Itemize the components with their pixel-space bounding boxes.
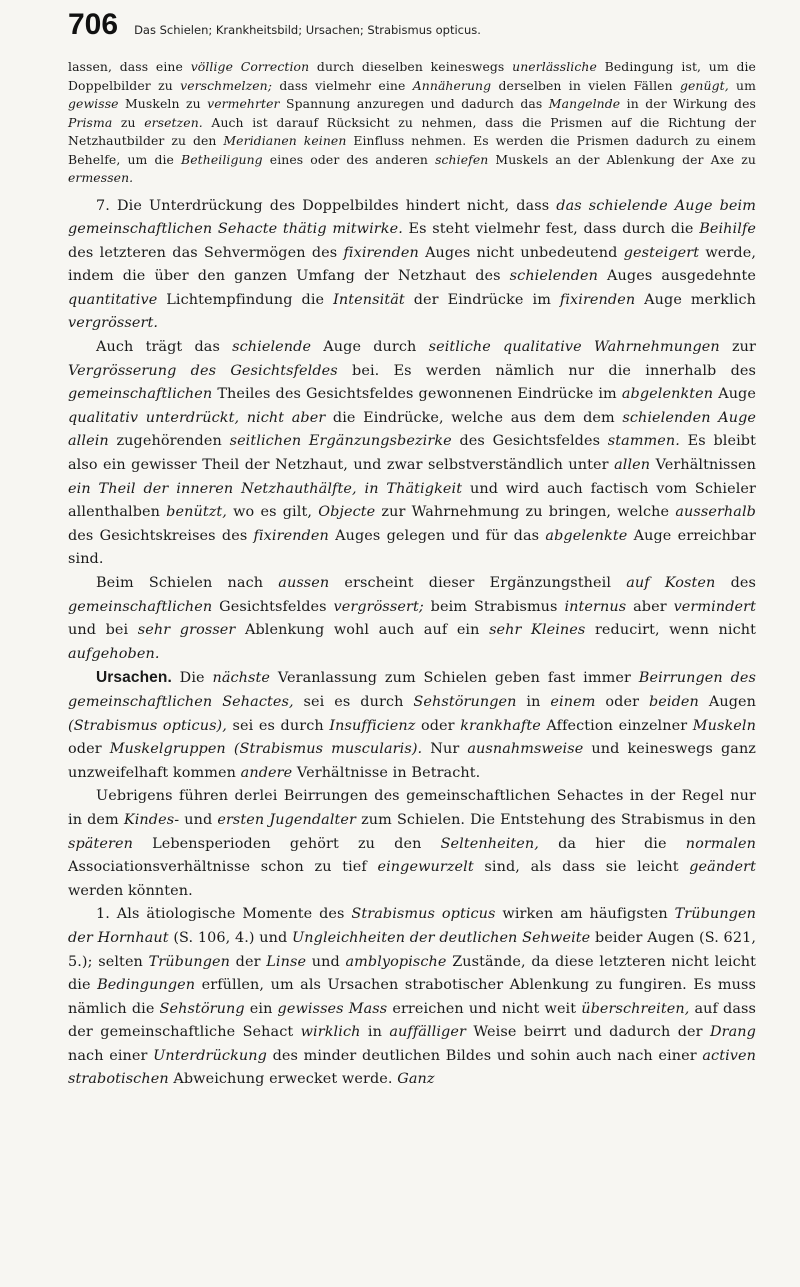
paragraph: Auch trägt das schielende Auge durch seitliche qualitative Wahrnehmungen zur Vergrösserung des Gesichtsfeldes bei. Es werden nämlich nur die innerhalb des gemeinschaftlichen Theiles des Gesichtsfeldes gewonnenen Eindrücke im abgelenkten Auge qualitativ unterdrückt, nicht aber die Eindrücke, welche aus dem dem schielenden Auge allein zugehörenden seitlichen Ergänzungsbezirke des Gesichtsfeldes stammen. Es bleibt also ein gewisser Theil der Netzhaut, und zwar selbstverständlich unter allen Verhältnissen ein Theil der inneren Netzhauthälfte, in Thätigkeit und wird auch factisch vom Schieler allenthalben benützt, wo es gilt, Objecte zur Wahrnehmung zu bringen, welche ausserhalb des Gesichtskreises des fixirenden Auges gelegen und für das abgelenkte Auge erreichbar sind. [68, 339, 757, 568]
paragraph: lassen, dass eine völlige Correction durch dieselben keineswegs unerlässliche Bedingung ist, um die Doppelbilder zu verschmelzen; dass vielmehr eine Annäherung derselben in vielen Fällen genügt, um gewisse Muskeln zu vermehrter Spannung anzuregen und dadurch das Mangelnde in der Wirkung des Prisma zu ersetzen. Auch ist darauf Rücksicht zu nehmen, dass die Prismen auf die Richtung der Netzhautbilder zu den Meridianen keinen Einfluss nehmen. Es werden die Prismen dadurch zu einem Behelfe, um die Betheiligung eines oder des anderen schiefen Muskels an der Ablenkung der Axe zu ermessen. [68, 59, 756, 185]
running-head: Das Schielen; Krankheitsbild; Ursachen; Strabismus opticus. [134, 23, 481, 37]
paragraph: 1. Als ätiologische Momente des Strabismus opticus wirken am häufigsten Trübungen der Hornhaut (S. 106, 4.) und Ungleichheiten der deutlichen Sehweite beider Augen (S. 621, 5.); selten Trübungen der Linse und amblyopische Zustände, da diese letzteren nicht leicht die Bedingungen erfüllen, um als Ursachen strabotischer Ablenkung zu fungiren. Es muss nämlich die Sehstörung ein gewisses Mass erreichen und nicht weit überschreiten, auf dass der gemeinschaftliche Sehact wirklich in auffälliger Weise beirrt und dadurch der Drang nach einer Unterdrückung des minder deutlichen Bildes und sohin auch nach einer activen strabotischen Abweichung erwecket werde. Ganz [68, 906, 756, 1088]
page-number: 706 [68, 8, 119, 41]
paragraph: Beim Schielen nach aussen erscheint dieser Ergänzungstheil auf Kosten des gemeinschaftlichen Gesichtsfeldes vergrössert; beim Strabismus internus aber vermindert und bei sehr grosser Ablenkung wohl auch auf ein sehr Kleines reducirt, wenn nicht aufgehoben. [68, 575, 757, 662]
paragraph: Ursachen. Die nächste Veranlassung zum Schielen geben fast immer Beirrungen des gemeinschaftlichen Sehactes, sei es durch Sehstörungen in einem oder beiden Augen (Strabismus opticus), sei es durch Insufficienz oder krankhafte Affection einzelner Muskeln oder Muskelgruppen (Strabismus muscularis). Nur ausnahmsweise und keineswegs ganz unzweifelhaft kommen andere Verhältnisse in Betracht. [68, 669, 757, 781]
body-text [68, 58, 756, 1092]
page-header [68, 8, 756, 44]
paragraph: 7. Die Unterdrückung des Doppelbildes hindert nicht, dass das schielende Auge beim gemeinschaftlichen Sehacte thätig mitwirke. Es steht vielmehr fest, dass durch die Beihilfe des letzteren das Sehvermögen des fixirenden Auges nicht unbedeutend gesteigert werde, indem die über den ganzen Umfang der Netzhaut des schielenden Auges ausgedehnte quantitative Lichtempfindung die Intensität der Eindrücke im fixirenden Auge merklich vergrössert. [68, 197, 756, 332]
paragraph: Uebrigens führen derlei Beirrungen des gemeinschaftlichen Sehactes in der Regel nur in dem Kindes- und ersten Jugendalter zum Schielen. Die Entstehung des Strabismus in den späteren Lebensperioden gehört zu den Seltenheiten, da hier die normalen Associationsverhältnisse schon zu tief eingewurzelt sind, als dass sie leicht geändert werden könnten. [68, 788, 757, 899]
